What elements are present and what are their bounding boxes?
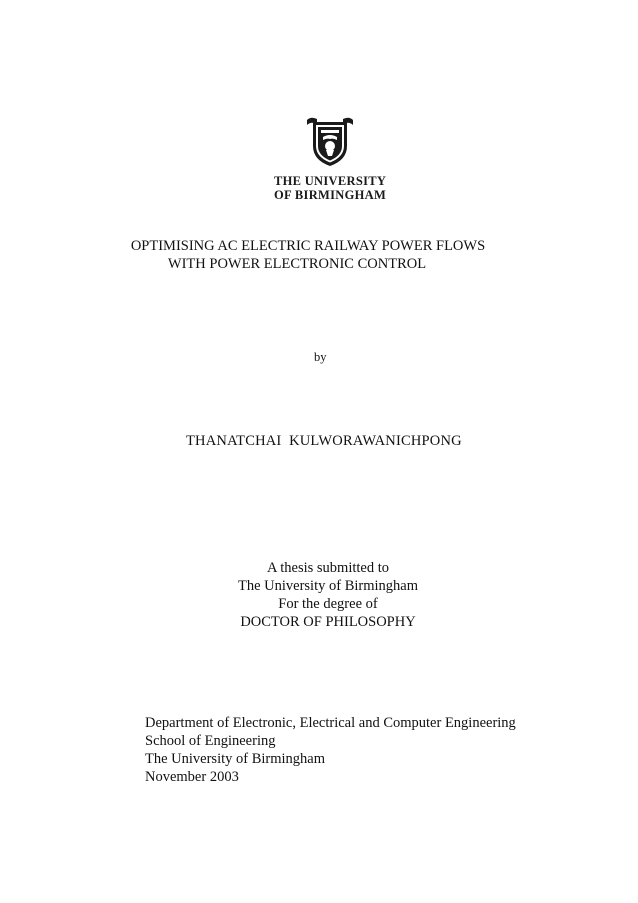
school-line: School of Engineering: [145, 733, 276, 749]
thesis-title: [0, 237, 638, 273]
author-name: THANATCHAI KULWORAWANICHPONG: [186, 433, 462, 449]
by-label: by: [314, 350, 327, 364]
thesis-title-line-2: WITH POWER ELECTRONIC CONTROL: [167, 256, 427, 272]
submission-statement: [216, 559, 440, 631]
submission-line-3: For the degree of: [278, 596, 378, 612]
date-line: November 2003: [145, 769, 239, 785]
submission-line-4: DOCTOR OF PHILOSOPHY: [240, 614, 416, 630]
submission-line-1: A thesis submitted to: [266, 560, 390, 576]
logo-text-line-1: THE UNIVERSITY: [274, 174, 387, 188]
submission-line-2: The University of Birmingham: [237, 578, 418, 594]
affiliation-block: [145, 714, 516, 786]
university-logo: [270, 116, 386, 206]
logo-text-line-2: OF BIRMINGHAM: [274, 188, 387, 202]
university-crest-icon: [305, 116, 355, 168]
department-line: Department of Electronic, Electrical and Computer Engineering: [145, 715, 516, 731]
university-line: The University of Birmingham: [145, 751, 326, 767]
thesis-title-line-1: OPTIMISING AC ELECTRIC RAILWAY POWER FLOWS: [130, 238, 486, 254]
